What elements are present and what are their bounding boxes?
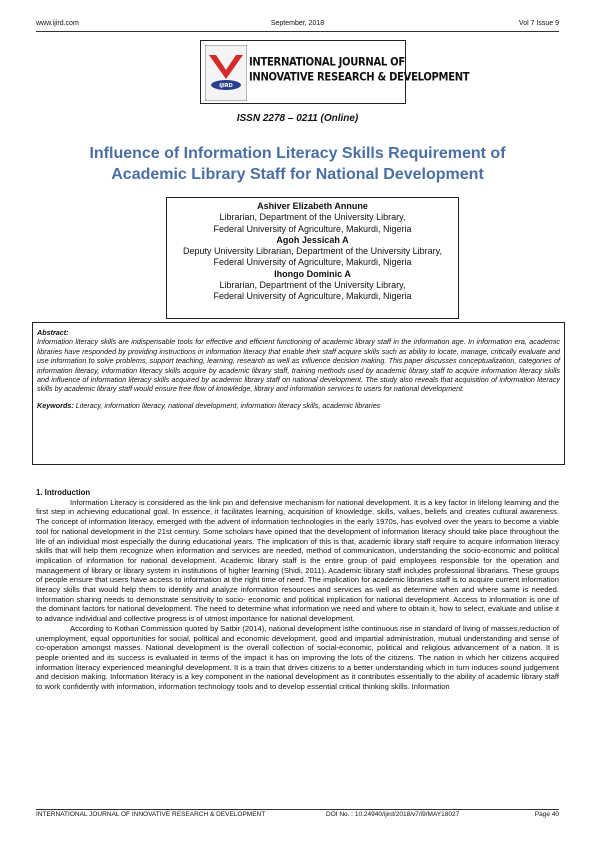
abstract-label: Abstract: xyxy=(37,328,69,337)
keywords-label: Keywords: xyxy=(37,400,74,410)
author-name: Ihongo Dominic A xyxy=(274,268,351,279)
footer-divider xyxy=(36,809,559,810)
running-footer xyxy=(36,811,559,821)
paper-title xyxy=(50,143,545,185)
logo-line-2: INNOVATIVE RESEARCH & DEVELOPMENT xyxy=(249,71,470,84)
section-heading: 1. Introduction xyxy=(36,488,91,497)
author-affiliation: Librarian, Department of the University Library, xyxy=(219,280,406,291)
author-block xyxy=(166,197,459,319)
paper-title-line-2: Academic Library Staff for National Development xyxy=(111,166,484,183)
footer-journal: INTERNATIONAL JOURNAL OF INNOVATIVE RESEARCH & DEVELOPMENT xyxy=(36,811,266,818)
keywords-text: Literacy, information literacy, national development, information literacy skills, academic libraries xyxy=(75,400,381,410)
journal-emblem-icon xyxy=(205,45,247,101)
paragraph: According to Kothari Commission quoted by Satbir (2014), national development isthe continuous rise in standard of living of masses,reduction of unemployment, equal opportunities for social, political and economic development, good and impartial administration, mutual understanding and sense of co-operation amongst masses. National development is the overall collection of social-economic, political and religious advancement of a nation. It is people oriented and its success is evaluated in terms of the impact it has on improving the lots of the citizens. The nation in which her citizens acquired information literacy experienced meaningful development. It is a train that drives citizens to a better understanding which in turn induces sound judgement and decision making. Information literacy is a key component in the national development as it contributes essentially to the ability of academic library staff to work confidently with information, information technology tools and to develop essential critical thinking skills. Information xyxy=(36,623,559,692)
author-affiliation: Librarian, Department of the University Library, xyxy=(219,212,406,223)
footer-doi: DOI No. : 10.24940/ijird/2018/v7/i9/MAY18027 xyxy=(326,811,460,818)
body-text xyxy=(36,488,559,692)
logo-line-1: INTERNATIONAL JOURNAL OF xyxy=(249,56,405,69)
keywords xyxy=(37,401,560,410)
header-date: September, 2018 xyxy=(270,20,325,27)
emblem-label: IJIRD xyxy=(219,83,233,89)
author-institution: Federal University of Agriculture, Makurdi, Nigeria xyxy=(213,291,412,302)
header-divider xyxy=(36,31,559,32)
header-volume: Vol 7 Issue 9 xyxy=(518,20,559,27)
journal-logo xyxy=(200,40,470,104)
author-affiliation: Deputy University Librarian, Department of the University Library, xyxy=(183,246,442,257)
footer-page: Page 40 xyxy=(534,811,559,818)
author-institution: Federal University of Agriculture, Makurdi, Nigeria xyxy=(213,257,412,268)
issn: ISSN 2278 – 0211 (Online) xyxy=(236,113,359,124)
author-institution: Federal University of Agriculture, Makurdi, Nigeria xyxy=(213,223,412,234)
header-website: www.ijird.com xyxy=(36,20,79,27)
paragraph: Information Literacy is considered as the link pin and defensive mechanism for national development. It is a key factor in lifelong learning and the first step in achieving educational goal. In essence, it facilitates learning, acquisition of knowledge, skills, values, beliefs and creates cultural awareness. The concept of information literacy, emerged with the advent of information technologies in the early 1970s, has evolved over the years to become a viable tool for national development in the 21st century. Some scholars have opined that the development of information literacy should take place throughout the life of an individual most especially the during educational years. The implication of this is that, academic library staff require to acquire information literacy skills that will help them recognize when information and services are needed, method of communication, understanding the socio-economic and political implication of information for national development. Academic library staff is the entire group of paid employees responsible for the operation and management of library or library system in institutions of higher learning (Shidi, 2011). Academic library staff includes professional librarians. These groups of people ensure that users have access to information at the right time of need. The implication for academic libraries staff is to acquire current information literacy skills that would help them to identify and analyze information resources and services as well as determine when and where same is needed. Information sharing needs to demonstrate sensitivity to socio- economic and political implication for national development. Access to information is one of the dominant factors for national development. The need to determine what information we need and where to obtain it, how to select, evaluate and utilise it to advance individual and collective progress is of utmost importance for national development. xyxy=(36,497,559,624)
abstract-box xyxy=(32,322,565,465)
abstract-text: Information literacy skills are indispensable tools for effective and efficient functioning of academic library staff in the information age. In information era, academic libraries have responded by providing instructions in information literacy that enable their staff acquire skills such as ability to locate, manage, critically evaluate and use information to solve problems, support teaching, learning, research as well as influence decision making. This paper discusses conceptualization, categories of information literacy, information literacy skills acquire by academic library staff, training methods used by academic library staff to acquire information literacy skills and influence of information literacy skills acquired by academic library staff on national development. The study also reveals that acquisition of information literacy skills by academic library staff would ensure free flow of knowledge, library and information services to users for national development. xyxy=(37,337,560,394)
author-name: Ashiver Elizabeth Annune xyxy=(257,201,368,211)
author-name: Agoh Jessicah A xyxy=(276,234,349,245)
paper-title-line-1: Influence of Information Literacy Skills Requirement of xyxy=(89,145,506,162)
